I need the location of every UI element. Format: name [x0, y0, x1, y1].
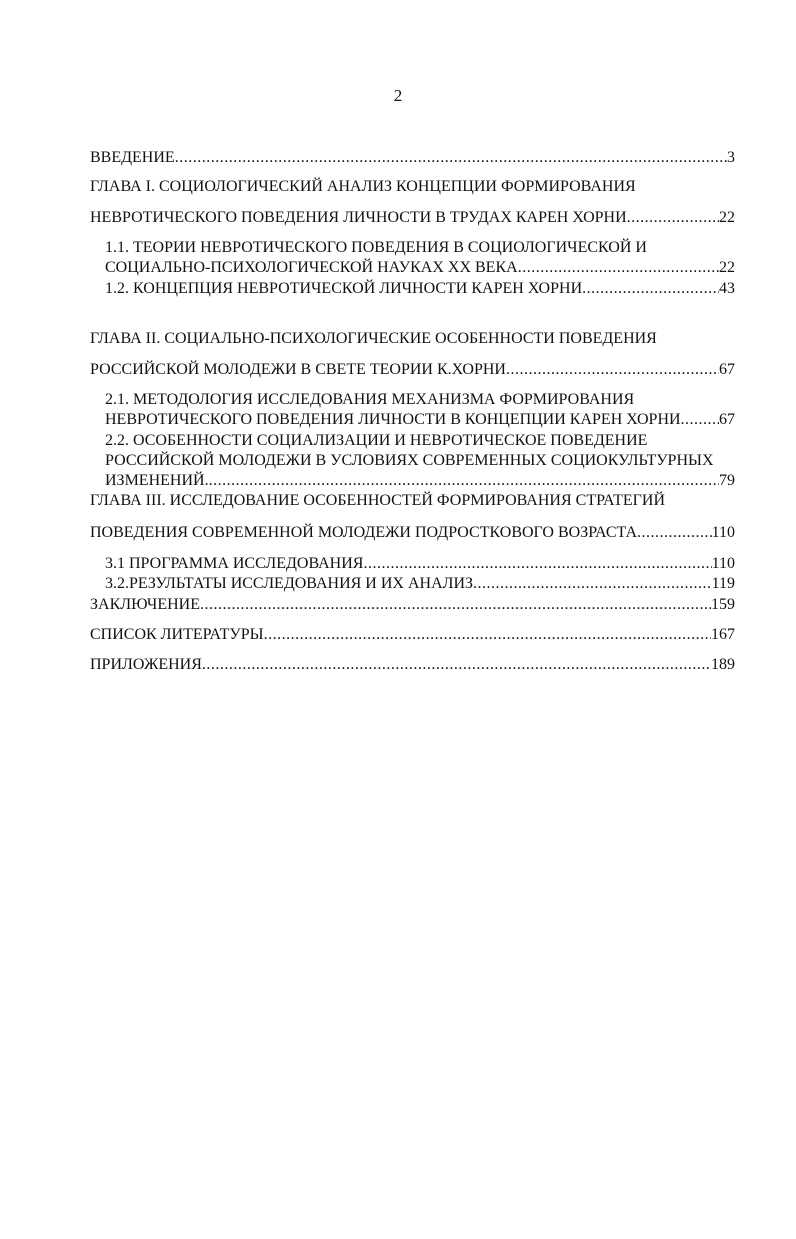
toc-entry-page: 110: [711, 524, 735, 541]
toc-entry-page: 22: [719, 209, 735, 226]
dot-leader: [518, 258, 719, 278]
dot-leader: [582, 279, 719, 299]
toc-entry-appendices[interactable]: [90, 655, 735, 675]
toc-entry-chapter-1-cont[interactable]: [90, 208, 735, 228]
toc-entry-chapter-3[interactable]: [90, 491, 735, 511]
toc-entry-title-line-3: ИЗМЕНЕНИЙ.: [105, 472, 209, 489]
dot-leader: [627, 208, 719, 228]
toc-entry-page: 67: [719, 361, 735, 378]
toc-entry-page: 22: [719, 259, 735, 276]
toc-entry-page: 189: [711, 656, 735, 673]
dot-leader: [200, 595, 711, 615]
toc-entry-page: 79: [719, 472, 735, 489]
toc-entry-section-1-2[interactable]: [105, 279, 735, 299]
toc-entry-title-line-1: 2.2. ОСОБЕННОСТИ СОЦИАЛИЗАЦИИ И НЕВРОТИЧЕСКОЕ ПОВЕДЕНИЕ: [105, 432, 648, 449]
toc-entry-title: 3.2.РЕЗУЛЬТАТЫ ИССЛЕДОВАНИЯ И ИХ АНАЛИЗ: [105, 575, 474, 592]
toc-entry-title-line-2: НЕВРОТИЧЕСКОГО ПОВЕДЕНИЯ ЛИЧНОСТИ В ТРУДАХ КАРЕН ХОРНИ: [90, 209, 627, 226]
toc-entry-conclusion[interactable]: [90, 595, 735, 615]
dot-leader: [681, 410, 719, 430]
toc-entry-page: 3: [727, 149, 735, 166]
dot-leader: [363, 554, 711, 574]
toc-entry-title-line-1: 1.1. ТЕОРИИ НЕВРОТИЧЕСКОГО ПОВЕДЕНИЯ В СОЦИОЛОГИЧЕСКОЙ И: [105, 239, 647, 256]
toc-entry-title-line-2: РОССИЙСКОЙ МОЛОДЕЖИ В СВЕТЕ ТЕОРИИ К.ХОРНИ: [90, 361, 506, 378]
toc-entry-title-line-1: ГЛАВА II. СОЦИАЛЬНО-ПСИХОЛОГИЧЕСКИЕ ОСОБЕННОСТИ ПОВЕДЕНИЯ: [90, 330, 657, 347]
toc-entry-title: СПИСОК ЛИТЕРАТУРЫ: [90, 626, 264, 643]
toc-entry-chapter-2[interactable]: [90, 329, 735, 349]
toc-entry-references[interactable]: [90, 625, 735, 645]
dot-leader: [264, 625, 711, 645]
dot-leader: [473, 574, 712, 594]
toc-entry-page: 110: [711, 555, 735, 572]
toc-entry-title-line-1: ГЛАВА III. ИССЛЕДОВАНИЕ ОСОБЕННОСТЕЙ ФОРМИРОВАНИЯ СТРАТЕГИЙ: [90, 492, 665, 509]
toc-entry-page: 159: [711, 596, 735, 613]
toc-entry-chapter-1[interactable]: [90, 177, 735, 197]
toc-entry-title-line-2: НЕВРОТИЧЕСКОГО ПОВЕДЕНИЯ ЛИЧНОСТИ В КОНЦЕПЦИИ КАРЕН ХОРНИ: [105, 411, 681, 428]
toc-entry-page: 67: [719, 411, 735, 428]
toc-entry-title-line-2: СОЦИАЛЬНО-ПСИХОЛОГИЧЕСКОЙ НАУКАХ XX ВЕКА: [105, 259, 518, 276]
toc-entry-page: 167: [711, 626, 735, 643]
toc-entry-section-2-1[interactable]: [105, 390, 735, 430]
toc-entry-section-3-1[interactable]: [105, 554, 735, 574]
toc-entry-chapter-2-cont[interactable]: [90, 360, 735, 380]
toc-entry-title-line-2: ПОВЕДЕНИЯ СОВРЕМЕННОЙ МОЛОДЕЖИ ПОДРОСТКОВОГО ВОЗРАСТА: [90, 524, 638, 541]
toc-entry-chapter-3-cont[interactable]: [90, 523, 735, 543]
toc-entry-page: 43: [719, 280, 735, 297]
toc-entry-title-line-1: ГЛАВА I. СОЦИОЛОГИЧЕСКИЙ АНАЛИЗ КОНЦЕПЦИИ ФОРМИРОВАНИЯ: [90, 178, 636, 195]
toc-entry-title: 1.2. КОНЦЕПЦИЯ НЕВРОТИЧЕСКОЙ ЛИЧНОСТИ КАРЕН ХОРНИ: [105, 280, 583, 297]
dot-leader: [506, 360, 719, 380]
dot-leader: [175, 148, 727, 168]
toc-entry-section-3-2[interactable]: [105, 574, 735, 594]
dot-leader: [637, 523, 712, 543]
toc-entry-title-line-2: РОССИЙСКОЙ МОЛОДЕЖИ В УСЛОВИЯХ СОВРЕМЕННЫХ СОЦИОКУЛЬТУРНЫХ: [105, 452, 714, 469]
toc-entry-introduction[interactable]: [90, 148, 735, 168]
toc-entry-title: ПРИЛОЖЕНИЯ: [90, 656, 202, 673]
toc-entry-title: ВВЕДЕНИЕ: [90, 149, 175, 166]
dot-leader: [209, 471, 719, 491]
toc-entry-title: ЗАКЛЮЧЕНИЕ: [90, 596, 200, 613]
toc-entry-section-1-1[interactable]: [105, 238, 735, 278]
page-number: 2: [393, 86, 403, 105]
toc-entry-title: 3.1 ПРОГРАММА ИССЛЕДОВАНИЯ: [105, 555, 364, 572]
dot-leader: [202, 655, 711, 675]
toc-entry-title-line-1: 2.1. МЕТОДОЛОГИЯ ИССЛЕДОВАНИЯ МЕХАНИЗМА ФОРМИРОВАНИЯ: [105, 391, 635, 408]
toc-entry-section-2-2[interactable]: [105, 431, 735, 491]
toc-entry-page: 119: [711, 575, 735, 592]
